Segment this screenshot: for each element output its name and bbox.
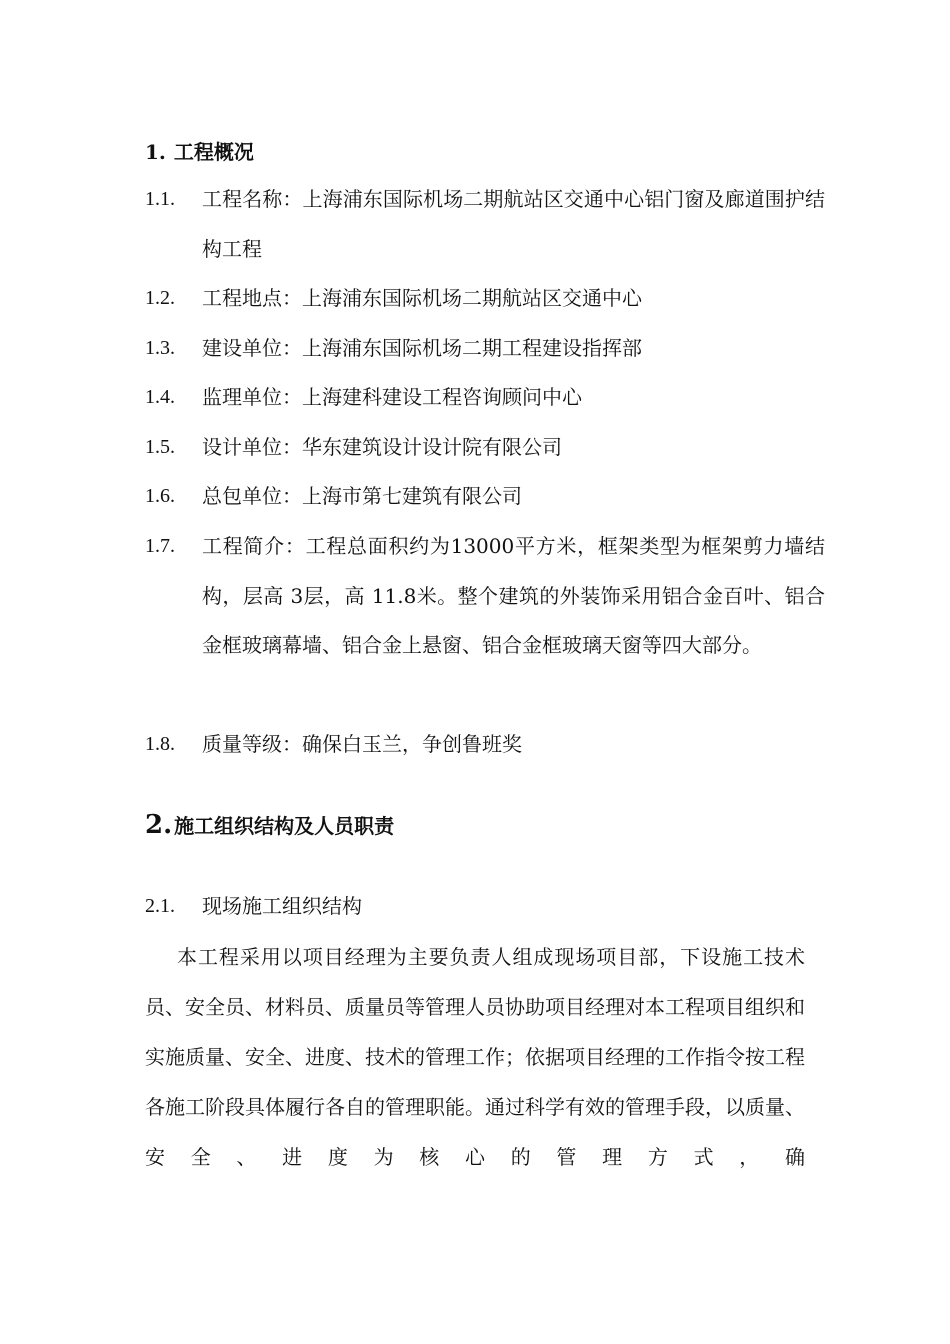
item-number: 1.8. xyxy=(145,733,175,755)
subsection-number: 2.1. xyxy=(145,895,175,917)
section-number: 1. xyxy=(145,140,166,164)
item-text: 工程简介：工程总面积约为13000平方米，框架类型为框架剪力墙结构，层高 3层，高 11.8米。整个建筑的外装饰采用铝合金百叶、铝合金框玻璃幕墙、铝合金上悬窗、铝合金框玻璃天窗等四大部分。 xyxy=(202,534,825,657)
subsection-title: 现场施工组织结构 xyxy=(202,894,362,918)
body-paragraph: 本工程采用以项目经理为主要负责人组成现场项目部，下设施工技术员、安全员、材料员、质量员等管理人员协助项目经理对本工程项目组织和实施质量、安全、进度、技术的管理工作；依据项目经理的工作指令按工程各施工阶段具体履行各自的管理职能。通过科学有效的管理手段，以质量、安全、进度为核心的管理方式，确 xyxy=(145,945,805,1169)
list-item xyxy=(145,472,825,522)
item-text: 设计单位：华东建筑设计设计院有限公司 xyxy=(202,435,562,459)
subsection-heading xyxy=(145,882,825,932)
section-number: 2. xyxy=(145,810,173,840)
list-item xyxy=(145,423,825,473)
item-text: 工程名称：上海浦东国际机场二期航站区交通中心铝门窗及廊道围护结构工程 xyxy=(202,187,825,261)
item-text: 工程地点：上海浦东国际机场二期航站区交通中心 xyxy=(202,286,642,310)
item-number: 1.3. xyxy=(145,337,175,359)
item-number: 1.2. xyxy=(145,287,175,309)
list-item xyxy=(145,373,825,423)
list-item xyxy=(145,720,825,770)
list-item xyxy=(145,175,825,274)
item-text: 监理单位：上海建科建设工程咨询顾问中心 xyxy=(202,385,582,409)
item-text: 建设单位：上海浦东国际机场二期工程建设指挥部 xyxy=(202,336,642,360)
item-number: 1.5. xyxy=(145,436,175,458)
item-number: 1.4. xyxy=(145,386,175,408)
section-2-heading xyxy=(145,810,394,841)
item-number: 1.7. xyxy=(145,535,175,557)
item-text: 质量等级：确保白玉兰，争创鲁班奖 xyxy=(202,732,522,756)
item-number: 1.6. xyxy=(145,485,175,507)
list-item xyxy=(145,274,825,324)
item-number: 1.1. xyxy=(145,188,175,210)
list-item xyxy=(145,522,825,671)
item-text: 总包单位：上海市第七建筑有限公司 xyxy=(202,484,522,508)
section-title: 施工组织结构及人员职责 xyxy=(174,814,395,838)
section-title: 工程概况 xyxy=(173,140,254,164)
section-1-heading xyxy=(145,139,254,165)
list-item xyxy=(145,324,825,374)
